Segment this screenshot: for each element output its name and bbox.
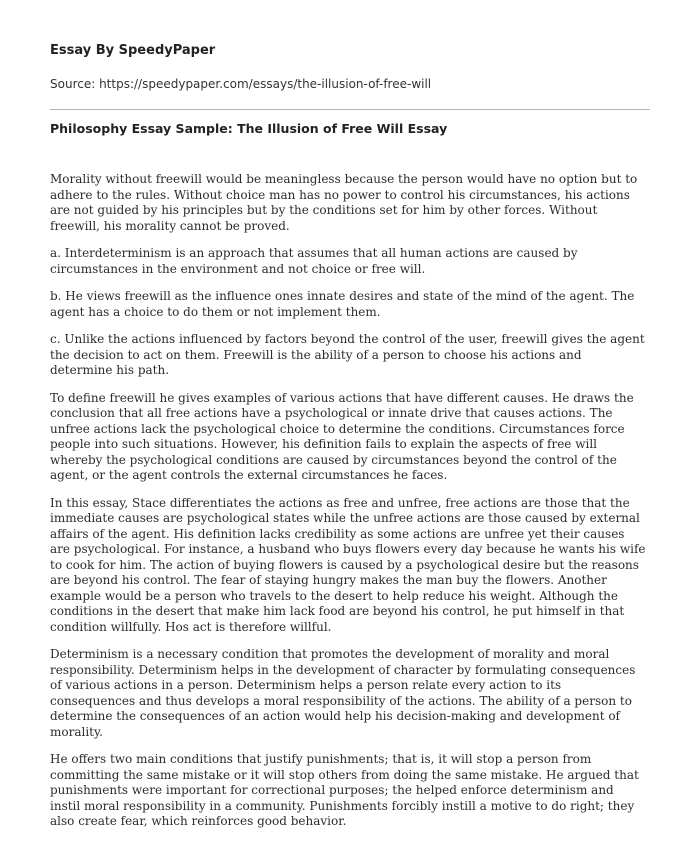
paragraph: a. Interdeterminism is an approach that assumes that all human actions are caused by circumstances in the environment and not choice or free will. (50, 246, 578, 276)
essay-body (50, 172, 646, 842)
paragraph: He offers two main conditions that justify punishments; that is, it will stop a person from committing the same mistake or it will stop others from doing the same mistake. He argued that punishments were important for correctional purposes; the helped enforce determinism and instil moral responsibility in a community. Punishments forcibly instill a motive to do right; they also create fear, which reinforces good behavior. (50, 752, 639, 828)
paragraph: Determinism is a necessary condition that promotes the development of morality and moral responsibility. Determinism helps in the development of character by formulating consequences of various actions in a person. Determinism helps a person relate every action to its consequences and thus develops a moral responsibility of the actions. The ability of a person to determine the consequences of an action would help his decision-making and development of morality. (50, 647, 636, 739)
paragraph: Morality without freewill would be meaningless because the person would have no option but to adhere to the rules. Without choice man has no power to control his circumstances, his actions are not guided by his principles but by the conditions set for him by other forces. Without freewill, his morality cannot be proved. (50, 172, 638, 233)
source-line: Source: https://speedypaper.com/essays/the-illusion-of-free-will (50, 77, 432, 91)
paragraph: To define freewill he gives examples of various actions that have different causes. He draws the conclusion that all free actions have a psychological or innate drive that causes actions. The unfree actions lack the psychological choice to determine the conditions. Circumstances force people into such situations. However, his definition fails to explain the aspects of free will whereby the psychological conditions are caused by circumstances beyond the control of the agent, or the agent controls the external circumstances he faces. (50, 390, 634, 482)
header-divider (50, 109, 650, 110)
paragraph: In this essay, Stace differentiates the actions as free and unfree, free actions are those that the immediate causes are psychological states while the unfree actions are those caused by external affairs of the agent. His definition lacks credibility as some actions are unfree yet their causes are psychological. For instance, a husband who buys flowers every day because he wants his wife to cook for him. The action of buying flowers is caused by a psychological desire but the reasons are beyond his control. The fear of staying hungry makes the man buy the flowers. Another example would be a person who travels to the desert to help reduce his weight. Although the conditions in the desert that make him lack food are beyond his control, he put himself in that condition willfully. Hos act is therefore willful. (50, 495, 646, 634)
document-header (50, 43, 650, 91)
paragraph: c. Unlike the actions influenced by factors beyond the control of the user, freewill gives the agent the decision to act on them. Freewill is the ability of a person to choose his actions and determine his path. (50, 332, 645, 377)
paragraph: b. He views freewill as the influence ones innate desires and state of the mind of the agent. The agent has a choice to do them or not implement them. (50, 289, 635, 319)
brand-title: Essay By SpeedyPaper (50, 43, 216, 58)
essay-title: Philosophy Essay Sample: The Illusion of Free Will Essay (50, 121, 448, 136)
